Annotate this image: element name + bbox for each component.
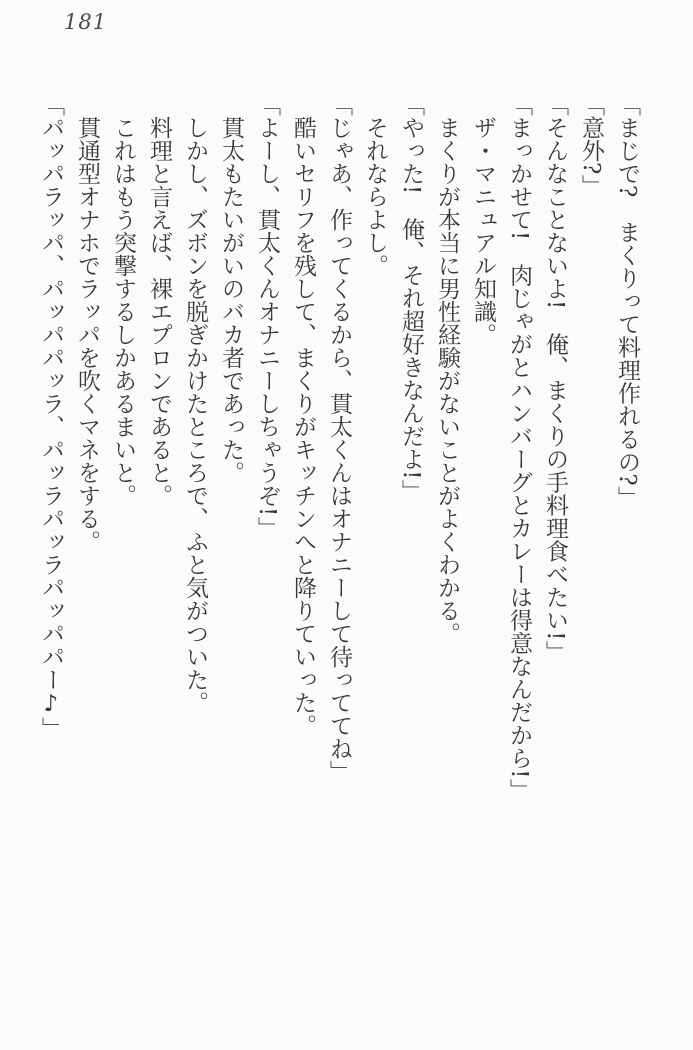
paragraph: 貫通型オナホでラッパを吹くマネをする。	[74, 116, 100, 553]
paragraph: 「じゃあ、作ってくるから、貫太くんはオナニーして待っててね」	[326, 93, 352, 783]
page-number: 181	[64, 10, 108, 34]
paragraph: 料理と言えば、裸エプロンであると。	[146, 116, 172, 507]
paragraph: しかし、ズボンを脱ぎかけたところで、ふと気がついた。	[182, 116, 208, 714]
paragraph: まくりが本当に男性経験がないことがよくわかる。	[434, 116, 460, 645]
paragraph: 「まじで? まくりって料理作れるの?」	[614, 93, 640, 509]
paragraph: 「パッパラッパ、パッパパッラ、パッラパッラパッパパー♪」	[38, 93, 64, 740]
text-area	[33, 93, 645, 1035]
paragraph: 「意外?」	[578, 93, 604, 198]
paragraph: これはもう突撃するしかあるまいと。	[110, 116, 136, 507]
paragraph: 「よーし、貫太くんオナニーしちゃうぞ!」	[254, 93, 280, 540]
paragraph: 「そんなことないよ! 俺、まくりの手料理食べたい!」	[542, 93, 568, 664]
paragraph: 貫太もたいがいのバカ者であった。	[218, 116, 244, 484]
paragraph: 「やった! 俺、それ超好きなんだよ!」	[398, 93, 424, 503]
paragraph: ザ・マニュアル知識。	[470, 116, 496, 346]
paragraph: 酷いセリフを残して、まくりがキッチンへと降りていった。	[290, 116, 316, 737]
paragraph: 「まっかせて! 肉じゃがとハンバーグとカレーは得意なんだから!」	[506, 93, 532, 802]
paragraph: それならよし。	[362, 116, 388, 277]
